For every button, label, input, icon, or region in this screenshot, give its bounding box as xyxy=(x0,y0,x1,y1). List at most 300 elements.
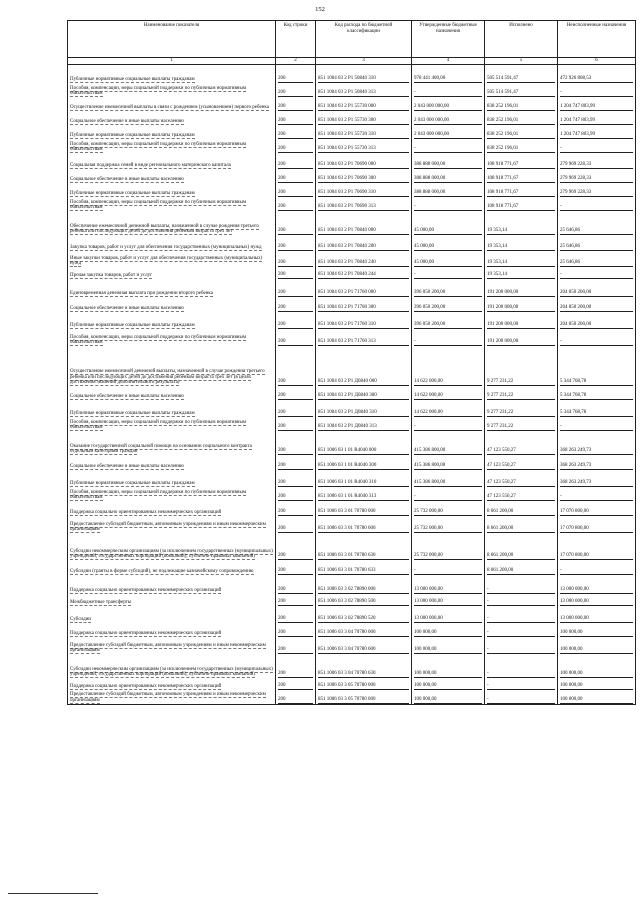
table-row xyxy=(68,267,636,279)
approved-amount-text: 14 622 000,00 xyxy=(414,379,482,386)
budget-code-cell xyxy=(316,654,412,678)
budget-code-cell xyxy=(316,267,412,279)
approved-amount-text: 13 000 000,00 xyxy=(414,587,482,594)
remaining-amount-cell xyxy=(558,594,636,606)
remaining-amount-text: - xyxy=(560,204,633,211)
table-row xyxy=(68,329,636,346)
line-code-cell xyxy=(276,169,316,183)
line-code-cell xyxy=(276,501,316,516)
indicator-name-cell xyxy=(68,74,276,83)
approved-amount-text: - xyxy=(414,90,482,97)
indicator-name-cell xyxy=(68,83,276,97)
budget-code-cell xyxy=(316,153,412,169)
indicator-name-cell xyxy=(68,153,276,169)
indicator-name-cell xyxy=(68,560,276,575)
line-code-text: 200 xyxy=(278,448,313,455)
budget-code-cell xyxy=(316,487,412,501)
approved-amount-text: 396 050 200,00 xyxy=(414,305,482,312)
executed-amount-cell xyxy=(485,431,558,455)
line-code-cell xyxy=(276,690,316,704)
table-row xyxy=(68,678,636,690)
table-row xyxy=(68,139,636,153)
line-code-cell xyxy=(276,431,316,455)
approved-amount-text: 2 043 000 000,00 xyxy=(414,118,482,125)
executed-amount-text: 505 514 591,47 xyxy=(487,90,555,97)
line-code-text: 200 xyxy=(278,305,313,312)
approved-amount-cell xyxy=(412,431,485,455)
line-code-cell xyxy=(276,470,316,487)
indicator-name-text: Публичные нормативные социальные выплаты гражданам xyxy=(70,133,195,139)
line-code-text: 200 xyxy=(278,494,313,501)
line-code-text: 200 xyxy=(278,671,313,678)
executed-amount-cell xyxy=(485,606,558,623)
executed-amount-text: 19 353,14 xyxy=(487,272,555,279)
executed-amount-text: 8 661 200,00 xyxy=(487,568,555,575)
executed-amount-text: 838 252 196,01 xyxy=(487,146,555,153)
approved-amount-cell xyxy=(412,251,485,267)
table-row xyxy=(68,197,636,211)
budget-code-text: 851 1006 03 1 01 R4040 310 xyxy=(318,480,409,487)
remaining-amount-text: 17 070 800,00 xyxy=(560,526,633,533)
line-code-cell xyxy=(276,560,316,575)
remaining-amount-cell xyxy=(558,575,636,594)
budget-code-text: 851 1006 03 3 04 70780 630 xyxy=(318,671,409,678)
budget-code-text: 851 1004 03 2 P1 70690 300 xyxy=(318,176,409,183)
indicator-name-cell xyxy=(68,279,276,297)
line-code-cell xyxy=(276,575,316,594)
column-number-row xyxy=(68,58,636,65)
approved-amount-cell xyxy=(412,470,485,487)
budget-code-text: 851 1004 03 2 P1 Д0840 000 xyxy=(318,379,409,386)
column-number: 2 xyxy=(276,58,316,65)
line-code-cell xyxy=(276,74,316,83)
approved-amount-text: - xyxy=(414,339,482,346)
remaining-amount-cell xyxy=(558,279,636,297)
indicator-name-text: Закупка товаров, работ и услуг для обеспечения государственных (муниципальных) нужд xyxy=(70,245,262,251)
executed-amount-cell xyxy=(485,560,558,575)
line-code-cell xyxy=(276,623,316,637)
remaining-amount-cell xyxy=(558,400,636,417)
remaining-amount-cell xyxy=(558,690,636,704)
indicator-name-text: Субсидии некоммерческим организациям (за исключением государственных (муниципальных) учреждений, государственных корпораций (компаний), публично-правовых компаний) xyxy=(70,548,273,560)
indicator-name-cell xyxy=(68,346,276,386)
remaining-amount-text: - xyxy=(560,568,633,575)
executed-amount-cell xyxy=(485,251,558,267)
approved-amount-cell xyxy=(412,487,485,501)
budget-code-text: 851 1004 03 2 P1 70840 000 xyxy=(318,228,409,235)
table-row xyxy=(68,183,636,197)
executed-amount-cell xyxy=(485,139,558,153)
table-row xyxy=(68,575,636,594)
table-header-row xyxy=(68,21,636,58)
indicator-name-text: Субсидии (гранты в форме субсидий), не подлежащие казначейскому сопровождению xyxy=(70,569,254,575)
indicator-name-cell xyxy=(68,267,276,279)
footer-divider xyxy=(8,893,98,894)
budget-code-cell xyxy=(316,197,412,211)
indicator-name-text: Публичные нормативные социальные выплаты гражданам xyxy=(70,481,195,487)
table-row xyxy=(68,235,636,251)
indicator-name-cell xyxy=(68,575,276,594)
executed-amount-text: 47 123 550,27 xyxy=(487,480,555,487)
approved-amount-text: - xyxy=(414,568,482,575)
line-code-text: 200 xyxy=(278,272,313,279)
remaining-amount-text: 368 263 249,73 xyxy=(560,448,633,455)
budget-code-cell xyxy=(316,111,412,125)
table-row xyxy=(68,516,636,533)
line-code-text: 200 xyxy=(278,697,313,704)
remaining-amount-text: 279 969 228,33 xyxy=(560,190,633,197)
remaining-amount-cell xyxy=(558,111,636,125)
remaining-amount-text: 5 344 768,78 xyxy=(560,393,633,400)
remaining-amount-text: 25 646,86 xyxy=(560,228,633,235)
line-code-cell xyxy=(276,267,316,279)
executed-amount-text: 191 200 000,00 xyxy=(487,290,555,297)
line-code-cell xyxy=(276,312,316,329)
remaining-amount-cell xyxy=(558,606,636,623)
line-code-text: 200 xyxy=(278,190,313,197)
remaining-amount-cell xyxy=(558,470,636,487)
line-code-cell xyxy=(276,455,316,470)
executed-amount-text: - xyxy=(487,587,555,594)
approved-amount-cell xyxy=(412,279,485,297)
approved-amount-text: 25 732 000,00 xyxy=(414,509,482,516)
budget-code-cell xyxy=(316,501,412,516)
indicator-name-cell xyxy=(68,400,276,417)
executed-amount-cell xyxy=(485,386,558,400)
executed-amount-cell xyxy=(485,417,558,431)
approved-amount-cell xyxy=(412,417,485,431)
budget-code-text: 851 1004 03 2 P1 70840 244 xyxy=(318,272,409,279)
indicator-name-text: Публичные нормативные социальные выплаты гражданам xyxy=(70,411,195,417)
indicator-name-cell xyxy=(68,623,276,637)
budget-code-text: 851 1004 03 2 P1 50840 313 xyxy=(318,90,409,97)
indicator-name-text: Осуществление ежемесячной выплаты в связи с рождением (усыновлением) первого ребенка xyxy=(70,105,269,111)
line-code-text: 200 xyxy=(278,260,313,267)
budget-code-cell xyxy=(316,678,412,690)
approved-amount-text: - xyxy=(414,272,482,279)
approved-amount-text: 388 888 000,00 xyxy=(414,176,482,183)
remaining-amount-text: 204 850 200,00 xyxy=(560,305,633,312)
indicator-name-cell xyxy=(68,297,276,312)
approved-amount-text: 45 000,00 xyxy=(414,228,482,235)
line-code-text: 200 xyxy=(278,463,313,470)
budget-code-text: 851 1006 03 3 01 70780 600 xyxy=(318,526,409,533)
approved-amount-cell xyxy=(412,97,485,111)
indicator-name-text: Социальное обеспечение и иные выплаты населению xyxy=(70,464,184,470)
executed-amount-text: 838 252 196,01 xyxy=(487,118,555,125)
line-code-cell xyxy=(276,487,316,501)
budget-code-cell xyxy=(316,251,412,267)
header-line-code: Код строки xyxy=(276,21,316,58)
line-code-cell xyxy=(276,83,316,97)
column-number: 6 xyxy=(558,58,636,65)
remaining-amount-cell xyxy=(558,487,636,501)
budget-code-text: 851 1004 03 2 P1 50840 310 xyxy=(318,76,409,83)
executed-amount-text: 47 123 550,27 xyxy=(487,463,555,470)
table-row xyxy=(68,251,636,267)
line-code-text: 200 xyxy=(278,424,313,431)
approved-amount-text: 2 043 000 000,00 xyxy=(414,104,482,111)
header-budget-code: Код расхода по бюджетной классификации xyxy=(316,21,412,58)
remaining-amount-cell xyxy=(558,153,636,169)
budget-code-text: 851 1006 03 3 05 70780 000 xyxy=(318,683,409,690)
line-code-text: 200 xyxy=(278,526,313,533)
table-row xyxy=(68,312,636,329)
line-code-cell xyxy=(276,139,316,153)
executed-amount-cell xyxy=(485,153,558,169)
budget-code-cell xyxy=(316,417,412,431)
approved-amount-cell xyxy=(412,235,485,251)
budget-code-cell xyxy=(316,470,412,487)
line-code-text: 200 xyxy=(278,509,313,516)
line-code-cell xyxy=(276,111,316,125)
line-code-text: 200 xyxy=(278,647,313,654)
approved-amount-text: 396 050 200,00 xyxy=(414,290,482,297)
budget-code-cell xyxy=(316,690,412,704)
budget-code-cell xyxy=(316,74,412,83)
indicator-name-cell xyxy=(68,111,276,125)
column-number: 4 xyxy=(412,58,485,65)
budget-code-text: 851 1006 03 3 01 70780 630 xyxy=(318,553,409,560)
executed-amount-text: - xyxy=(487,647,555,654)
approved-amount-text: 388 888 000,00 xyxy=(414,162,482,169)
remaining-amount-cell xyxy=(558,297,636,312)
page-number: 152 xyxy=(315,6,325,13)
line-code-cell xyxy=(276,346,316,386)
table-row xyxy=(68,623,636,637)
table-row xyxy=(68,637,636,654)
budget-code-cell xyxy=(316,516,412,533)
remaining-amount-cell xyxy=(558,74,636,83)
approved-amount-text: 100 000,00 xyxy=(414,647,482,654)
executed-amount-cell xyxy=(485,125,558,139)
executed-amount-cell xyxy=(485,97,558,111)
approved-amount-cell xyxy=(412,501,485,516)
executed-amount-text: 8 661 200,00 xyxy=(487,526,555,533)
indicator-name-cell xyxy=(68,594,276,606)
approved-amount-text: - xyxy=(414,494,482,501)
executed-amount-text: 108 918 771,67 xyxy=(487,204,555,211)
executed-amount-text: - xyxy=(487,630,555,637)
indicator-name-cell xyxy=(68,97,276,111)
table-row xyxy=(68,211,636,235)
remaining-amount-text: 472 926 808,53 xyxy=(560,76,633,83)
approved-amount-cell xyxy=(412,594,485,606)
executed-amount-text: 9 277 231,22 xyxy=(487,379,555,386)
line-code-text: 200 xyxy=(278,76,313,83)
budget-code-cell xyxy=(316,533,412,560)
line-code-text: 200 xyxy=(278,616,313,623)
executed-amount-cell xyxy=(485,83,558,97)
line-code-cell xyxy=(276,197,316,211)
indicator-name-cell xyxy=(68,139,276,153)
budget-code-cell xyxy=(316,575,412,594)
line-code-text: 200 xyxy=(278,339,313,346)
line-code-text: 200 xyxy=(278,176,313,183)
line-code-cell xyxy=(276,516,316,533)
budget-code-cell xyxy=(316,211,412,235)
approved-amount-cell xyxy=(412,297,485,312)
remaining-amount-cell xyxy=(558,637,636,654)
remaining-amount-cell xyxy=(558,312,636,329)
line-code-text: 200 xyxy=(278,228,313,235)
executed-amount-text: 9 277 231,22 xyxy=(487,393,555,400)
table-row xyxy=(68,153,636,169)
indicator-name-text: Социальное обеспечение и иные выплаты населению xyxy=(70,394,184,400)
executed-amount-cell xyxy=(485,678,558,690)
budget-code-cell xyxy=(316,97,412,111)
column-number: 3 xyxy=(316,58,412,65)
approved-amount-cell xyxy=(412,197,485,211)
approved-amount-cell xyxy=(412,533,485,560)
budget-code-text: 851 1004 03 2 P1 70840 200 xyxy=(318,244,409,251)
indicator-name-text: Публичные нормативные социальные выплаты гражданам xyxy=(70,323,195,329)
budget-code-cell xyxy=(316,125,412,139)
executed-amount-text: 8 661 200,00 xyxy=(487,509,555,516)
executed-amount-cell xyxy=(485,329,558,346)
indicator-name-text: Пособия, компенсации, меры социальной поддержки по публичным нормативным обязательствам xyxy=(70,85,246,97)
remaining-amount-text: 17 070 800,00 xyxy=(560,509,633,516)
remaining-amount-text: 5 344 768,78 xyxy=(560,379,633,386)
table-row xyxy=(68,400,636,417)
remaining-amount-text: 100 000,00 xyxy=(560,671,633,678)
executed-amount-cell xyxy=(485,501,558,516)
approved-amount-text: - xyxy=(414,424,482,431)
budget-code-text: 851 1004 03 2 P1 70840 240 xyxy=(318,260,409,267)
line-code-cell xyxy=(276,153,316,169)
executed-amount-cell xyxy=(485,594,558,606)
table-row xyxy=(68,169,636,183)
budget-code-text: 851 1006 03 3 04 70780 000 xyxy=(318,630,409,637)
remaining-amount-text: 1 204 747 803,99 xyxy=(560,118,633,125)
remaining-amount-cell xyxy=(558,125,636,139)
executed-amount-cell xyxy=(485,623,558,637)
table-row xyxy=(68,431,636,455)
remaining-amount-text: 5 344 768,78 xyxy=(560,410,633,417)
budget-code-cell xyxy=(316,169,412,183)
approved-amount-cell xyxy=(412,111,485,125)
line-code-text: 200 xyxy=(278,553,313,560)
approved-amount-cell xyxy=(412,400,485,417)
approved-amount-text: 2 043 000 000,00 xyxy=(414,132,482,139)
approved-amount-cell xyxy=(412,606,485,623)
remaining-amount-text: 368 263 249,73 xyxy=(560,480,633,487)
budget-code-cell xyxy=(316,623,412,637)
budget-code-text: 851 1004 03 2 P1 Д0840 313 xyxy=(318,424,409,431)
indicator-name-cell xyxy=(68,654,276,678)
executed-amount-text: 505 514 591,47 xyxy=(487,76,555,83)
approved-amount-text: 14 622 000,00 xyxy=(414,410,482,417)
budget-code-text: 851 1006 03 1 01 R4040 000 xyxy=(318,448,409,455)
line-code-cell xyxy=(276,279,316,297)
executed-amount-text: - xyxy=(487,671,555,678)
indicator-name-text: Публичные нормативные социальные выплаты гражданам xyxy=(70,77,195,83)
approved-amount-cell xyxy=(412,455,485,470)
indicator-name-text: Субсидии некоммерческим организациям (за исключением государственных (муниципальных) учреждений, государственных корпораций (компаний), публично-правовых компаний) xyxy=(70,666,273,678)
executed-amount-cell xyxy=(485,654,558,678)
approved-amount-text: 14 622 000,00 xyxy=(414,393,482,400)
approved-amount-cell xyxy=(412,329,485,346)
budget-code-text: 851 1006 03 3 02 78890 000 xyxy=(318,587,409,594)
approved-amount-cell xyxy=(412,637,485,654)
approved-amount-cell xyxy=(412,575,485,594)
indicator-name-cell xyxy=(68,501,276,516)
approved-amount-text: 415 386 800,00 xyxy=(414,448,482,455)
budget-code-cell xyxy=(316,312,412,329)
remaining-amount-text: 13 000 000,00 xyxy=(560,587,633,594)
executed-amount-cell xyxy=(485,197,558,211)
remaining-amount-text: 279 969 228,33 xyxy=(560,162,633,169)
budget-code-cell xyxy=(316,431,412,455)
remaining-amount-text: 204 850 200,00 xyxy=(560,322,633,329)
executed-amount-text: 108 918 771,67 xyxy=(487,190,555,197)
executed-amount-cell xyxy=(485,183,558,197)
line-code-cell xyxy=(276,637,316,654)
remaining-amount-cell xyxy=(558,386,636,400)
executed-amount-cell xyxy=(485,400,558,417)
indicator-name-text: Пособия, компенсации, меры социальной поддержки по публичным нормативным обязательствам xyxy=(70,141,246,153)
line-code-text: 200 xyxy=(278,393,313,400)
executed-amount-cell xyxy=(485,235,558,251)
executed-amount-cell xyxy=(485,470,558,487)
remaining-amount-cell xyxy=(558,431,636,455)
budget-execution-table xyxy=(67,20,636,705)
remaining-amount-text: - xyxy=(560,494,633,501)
remaining-amount-cell xyxy=(558,197,636,211)
executed-amount-text: 191 200 000,00 xyxy=(487,339,555,346)
budget-code-cell xyxy=(316,560,412,575)
indicator-name-text: Иные закупки товаров, работ и услуг для обеспечения государственных (муниципальных) нужд xyxy=(70,255,263,267)
spacer-row xyxy=(68,65,636,75)
indicator-name-text: Пособия, компенсации, меры социальной поддержки по публичным нормативным обязательствам xyxy=(70,419,246,431)
budget-code-cell xyxy=(316,83,412,97)
indicator-name-cell xyxy=(68,606,276,623)
approved-amount-cell xyxy=(412,560,485,575)
table-row xyxy=(68,487,636,501)
line-code-text: 200 xyxy=(278,322,313,329)
table-row xyxy=(68,606,636,623)
indicator-name-text: Предоставление субсидий бюджетным, автономным учреждениям и иным некоммерческим организациям xyxy=(70,642,266,654)
budget-code-text: 851 1004 03 2 P1 55730 300 xyxy=(318,118,409,125)
executed-amount-cell xyxy=(485,267,558,279)
remaining-amount-text: 368 263 249,73 xyxy=(560,463,633,470)
approved-amount-cell xyxy=(412,139,485,153)
remaining-amount-cell xyxy=(558,501,636,516)
budget-code-text: 851 1004 03 2 P1 70690 000 xyxy=(318,162,409,169)
budget-code-text: 851 1004 03 2 P1 70690 313 xyxy=(318,204,409,211)
budget-code-text: 851 1006 03 1 01 R4040 300 xyxy=(318,463,409,470)
header-executed: Исполнено xyxy=(485,21,558,58)
budget-code-text: 851 1006 03 3 01 70780 000 xyxy=(318,509,409,516)
approved-amount-cell xyxy=(412,153,485,169)
budget-code-text: 851 1004 03 2 P1 55730 313 xyxy=(318,146,409,153)
remaining-amount-text: 1 204 747 803,99 xyxy=(560,132,633,139)
indicator-name-cell xyxy=(68,637,276,654)
approved-amount-text: 415 386 800,00 xyxy=(414,463,482,470)
remaining-amount-text: 25 646,86 xyxy=(560,244,633,251)
indicator-name-cell xyxy=(68,329,276,346)
budget-code-cell xyxy=(316,455,412,470)
remaining-amount-cell xyxy=(558,654,636,678)
executed-amount-text: 191 200 000,00 xyxy=(487,322,555,329)
indicator-name-cell xyxy=(68,455,276,470)
executed-amount-text: 8 661 200,00 xyxy=(487,553,555,560)
table-row xyxy=(68,470,636,487)
approved-amount-text: 388 888 000,00 xyxy=(414,190,482,197)
line-code-cell xyxy=(276,235,316,251)
remaining-amount-text: 1 204 747 803,99 xyxy=(560,104,633,111)
approved-amount-text: 100 000,00 xyxy=(414,683,482,690)
